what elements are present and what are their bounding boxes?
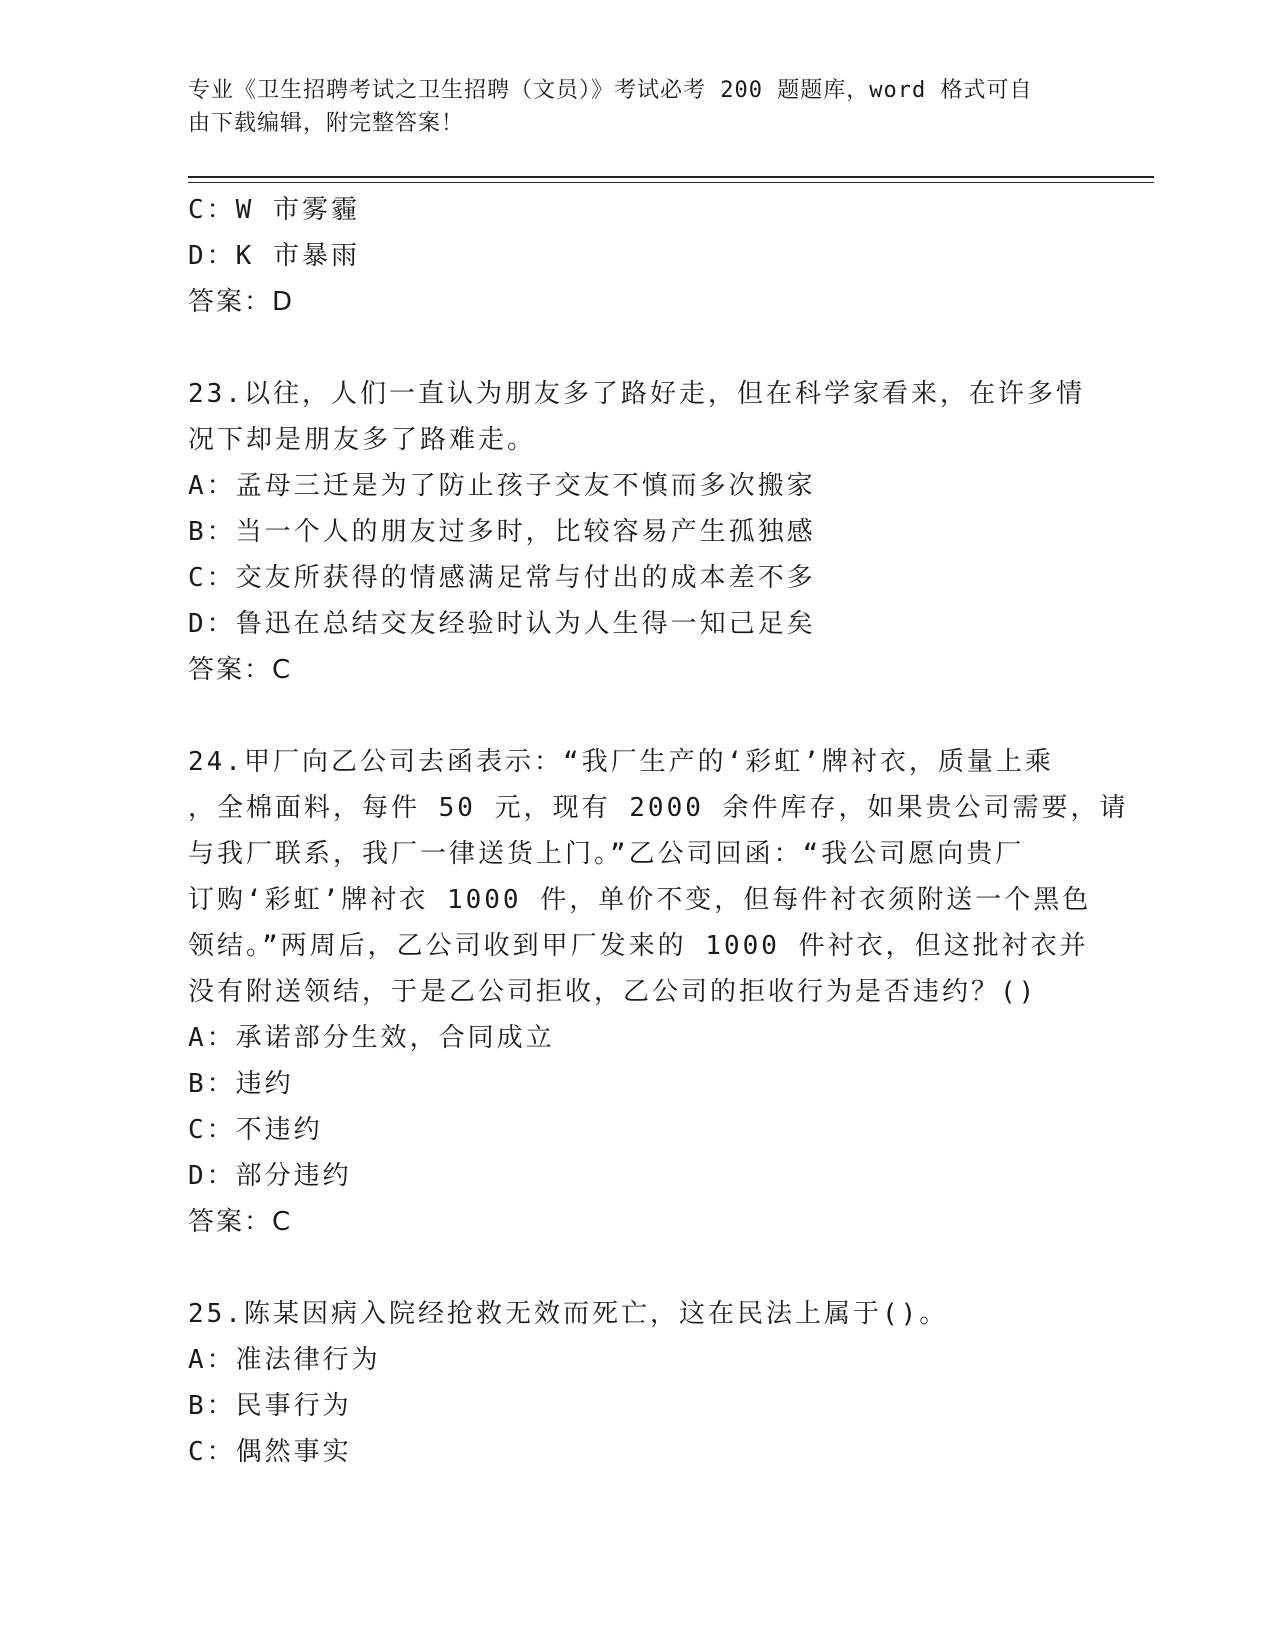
q25-option-c: C：偶然事实: [188, 1437, 352, 1467]
header-divider-thick: [188, 176, 1154, 178]
q24-stem-line-6: 没有附送领结，于是乙公司拒收，乙公司的拒收行为是否违约？(): [188, 977, 1038, 1007]
spacer: [188, 693, 1088, 739]
q24-answer: 答案：C: [188, 1207, 293, 1237]
q23-stem-line-2: 况下却是朋友多了路难走。: [188, 425, 537, 455]
spacer: [188, 325, 1088, 371]
q24-option-b: B：违约: [188, 1069, 294, 1099]
q25-stem-line-1: 25.陈某因病入院经抢救无效而死亡，这在民法上属于()。: [188, 1299, 949, 1329]
q23-option-b: B：当一个人的朋友过多时，比较容易产生孤独感: [188, 517, 816, 547]
q23-stem-line-1: 23.以往，人们一直认为朋友多了路好走，但在科学家看来，在许多情: [188, 379, 1085, 409]
header-line-1: 专业《卫生招聘考试之卫生招聘（文员）》考试必考 200 题题库，word 格式可自: [188, 78, 1033, 103]
document-body: [188, 187, 1129, 1475]
q25-option-a: A：准法律行为: [188, 1345, 381, 1375]
q24-stem-line-3: 与我厂联系，我厂一律送货上门。”乙公司回函：“我公司愿向贵厂: [188, 839, 1025, 869]
header-divider-thin: [188, 182, 1154, 183]
q24-option-d: D：部分违约: [188, 1161, 352, 1191]
q22-option-c: C：W 市雾霾: [188, 195, 360, 225]
q24-stem-line-2: ，全棉面料，每件 50 元，现有 2000 余件库存，如果贵公司需要，请: [188, 793, 1129, 823]
q24-option-c: C：不违约: [188, 1115, 323, 1145]
q25-option-b: B：民事行为: [188, 1391, 352, 1421]
q23-option-d: D：鲁迅在总结交友经验时认为人生得一知己足矣: [188, 609, 816, 639]
q22-answer: 答案：D: [188, 287, 295, 317]
header-line-2: 由下载编辑，附完整答案！: [188, 111, 465, 136]
spacer: [188, 1245, 1088, 1291]
q24-stem-line-4: 订购‘彩虹’牌衬衣 1000 件，单价不变，但每件衬衣须附送一个黑色: [188, 885, 1092, 915]
question-24: [188, 739, 1129, 1245]
q24-stem-line-5: 领结。”两周后，乙公司收到甲厂发来的 1000 件衬衣，但这批衬衣并: [188, 931, 1089, 961]
q23-answer: 答案：C: [188, 655, 293, 685]
question-22-fragment: [188, 187, 1088, 325]
q24-stem-line-1: 24.甲厂向乙公司去函表示：“我厂生产的‘彩虹’牌衬衣，质量上乘: [188, 747, 1054, 777]
document-header: [188, 74, 1068, 140]
q24-option-a: A：承诺部分生效，合同成立: [188, 1023, 555, 1053]
question-25: [188, 1291, 1088, 1475]
q23-option-a: A：孟母三迁是为了防止孩子交友不慎而多次搬家: [188, 471, 816, 501]
question-23: [188, 371, 1088, 693]
q23-option-c: C：交友所获得的情感满足常与付出的成本差不多: [188, 563, 816, 593]
q22-option-d: D：K 市暴雨: [188, 241, 360, 271]
